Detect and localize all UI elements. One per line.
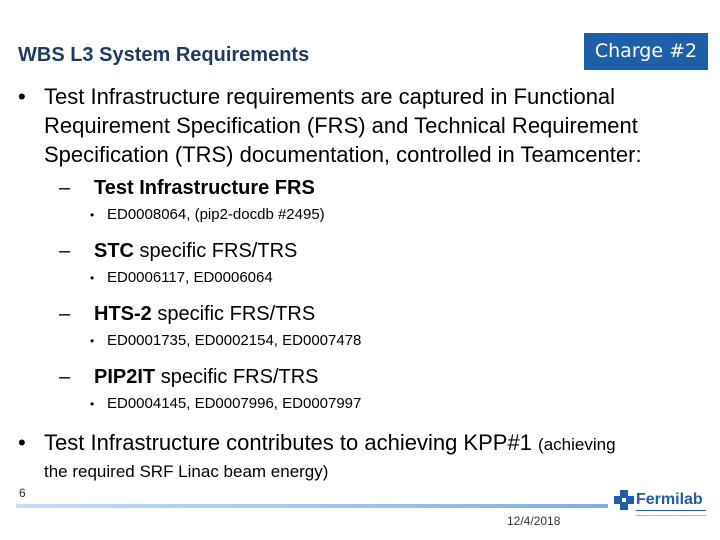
subitem-label-bold: HTS-2	[94, 303, 152, 325]
subitem-detail	[16, 205, 716, 225]
bullet-2	[16, 428, 716, 485]
subitem-label-bold: Test Infrastructure FRS	[94, 177, 315, 199]
bullet-1	[16, 82, 716, 169]
subitem-hts2	[16, 301, 716, 327]
subitem-label: specific FRS/TRS	[151, 303, 316, 325]
bullet-1-line-2: Requirement Specification (FRS) and Technical Requirement	[44, 113, 638, 138]
bullet-dot: •	[18, 430, 26, 455]
subitem-detail	[16, 394, 716, 414]
subitem-label-bold: PIP2IT	[94, 366, 156, 388]
page-number: 6	[19, 486, 26, 500]
fermilab-logo	[614, 490, 718, 522]
subitem-detail	[16, 331, 716, 351]
subitem-test-infrastructure	[16, 175, 716, 201]
bullet-dot: •	[90, 334, 95, 348]
subitem-detail-text: ED0004145, ED0007996, ED0007997	[107, 395, 362, 412]
slide-content	[16, 82, 716, 485]
subitem-detail-text: ED0008064, (pip2-docdb #2495)	[107, 206, 325, 223]
fermilab-logo-icon	[614, 490, 634, 510]
subitem-label: specific FRS/TRS	[134, 240, 298, 262]
subitem-label: specific FRS/TRS	[155, 366, 319, 388]
bullet-2-main: Test Infrastructure contributes to achieving KPP#1	[44, 430, 532, 455]
bullet-dot: •	[90, 208, 95, 222]
subitem-stc	[16, 238, 716, 264]
dash-bullet: –	[59, 240, 71, 262]
footer-bar	[16, 504, 608, 508]
dash-bullet: –	[59, 303, 71, 325]
dash-bullet: –	[59, 177, 71, 199]
logo-text: Fermilab	[636, 491, 703, 508]
bullet-dot: •	[90, 271, 95, 285]
subitem-detail	[16, 268, 716, 288]
dash-bullet: –	[59, 366, 71, 388]
bullet-1-line-3: Specification (TRS) documentation, controlled in Teamcenter:	[44, 142, 642, 167]
subitem-label-bold: STC	[94, 240, 134, 262]
charge-badge: Charge #2	[584, 33, 708, 70]
slide-title: WBS L3 System Requirements	[18, 44, 310, 66]
bullet-dot: •	[18, 84, 26, 109]
bullet-2-paren-end: the required SRF Linac beam energy)	[44, 462, 329, 481]
bullet-dot: •	[90, 397, 95, 411]
subitem-detail-text: ED0001735, ED0002154, ED0007478	[107, 332, 362, 349]
subitem-detail-text: ED0006117, ED0006064	[107, 269, 273, 286]
logo-tagline-graphic	[636, 510, 706, 516]
footer-date: 12/4/2018	[507, 514, 561, 528]
bullet-1-line-1: Test Infrastructure requirements are captured in Functional	[44, 84, 616, 109]
bullet-2-paren-start: (achieving	[538, 435, 616, 454]
subitem-pip2it	[16, 364, 716, 390]
